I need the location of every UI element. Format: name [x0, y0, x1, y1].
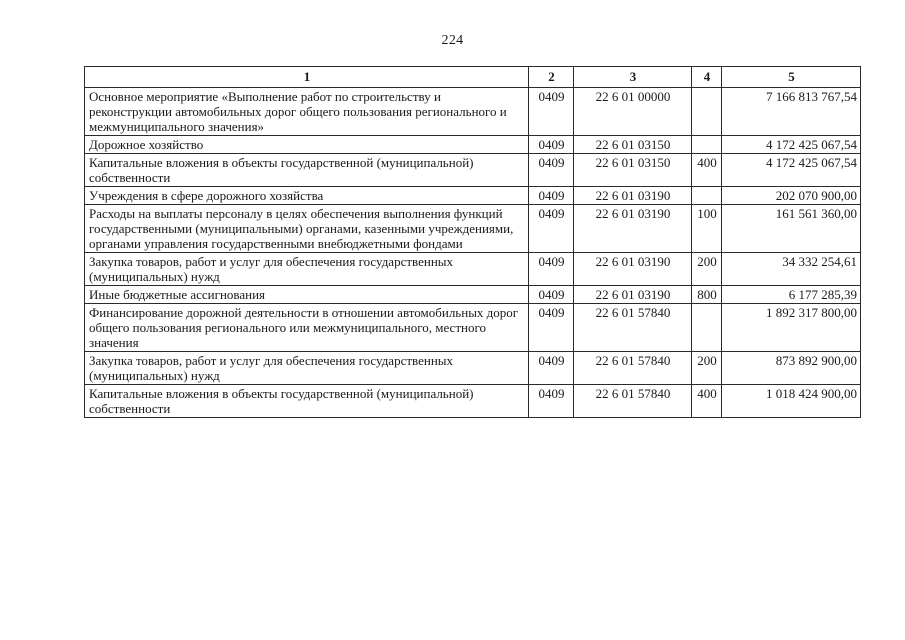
table-row [85, 304, 861, 352]
row-expense-type [692, 304, 722, 352]
row-expense-type: 400 [692, 154, 722, 187]
row-amount: 1 892 317 800,00 [722, 304, 861, 352]
row-target: 22 6 01 00000 [574, 88, 692, 136]
row-amount: 4 172 425 067,54 [722, 154, 861, 187]
header-col-amount: 5 [722, 67, 861, 88]
row-target: 22 6 01 03190 [574, 187, 692, 205]
page-number: 224 [441, 33, 464, 48]
row-name: Финансирование дорожной деятельности в отношении автомобильных дорог общего пользования регионального или межмуниципального, местного значения [85, 304, 529, 352]
row-section: 0409 [529, 205, 574, 253]
row-section: 0409 [529, 352, 574, 385]
budget-table [84, 66, 861, 418]
row-target: 22 6 01 03150 [574, 136, 692, 154]
row-amount: 202 070 900,00 [722, 187, 861, 205]
table-row [85, 352, 861, 385]
row-amount: 7 166 813 767,54 [722, 88, 861, 136]
row-name: Капитальные вложения в объекты государственной (муниципальной) собственности [85, 385, 529, 418]
row-section: 0409 [529, 136, 574, 154]
row-expense-type [692, 136, 722, 154]
table-row [85, 205, 861, 253]
row-name: Закупка товаров, работ и услуг для обеспечения государственных (муниципальных) нужд [85, 352, 529, 385]
row-name: Иные бюджетные ассигнования [85, 286, 529, 304]
table-row [85, 154, 861, 187]
row-section: 0409 [529, 286, 574, 304]
row-target: 22 6 01 57840 [574, 304, 692, 352]
row-section: 0409 [529, 88, 574, 136]
row-target: 22 6 01 03150 [574, 154, 692, 187]
row-amount: 873 892 900,00 [722, 352, 861, 385]
table-body [85, 88, 861, 418]
header-col-section: 2 [529, 67, 574, 88]
row-target: 22 6 01 03190 [574, 286, 692, 304]
row-expense-type: 100 [692, 205, 722, 253]
header-col-expense-type: 4 [692, 67, 722, 88]
header-col-name: 1 [85, 67, 529, 88]
row-name: Закупка товаров, работ и услуг для обеспечения государственных (муниципальных) нужд [85, 253, 529, 286]
row-name: Капитальные вложения в объекты государственной (муниципальной) собственности [85, 154, 529, 187]
row-expense-type: 200 [692, 253, 722, 286]
row-amount: 1 018 424 900,00 [722, 385, 861, 418]
row-expense-type: 400 [692, 385, 722, 418]
row-target: 22 6 01 57840 [574, 352, 692, 385]
row-expense-type: 800 [692, 286, 722, 304]
table-row [85, 88, 861, 136]
header-col-target: 3 [574, 67, 692, 88]
row-amount: 34 332 254,61 [722, 253, 861, 286]
row-target: 22 6 01 03190 [574, 253, 692, 286]
row-section: 0409 [529, 304, 574, 352]
row-expense-type [692, 88, 722, 136]
row-section: 0409 [529, 385, 574, 418]
header-row [85, 67, 861, 88]
row-amount: 161 561 360,00 [722, 205, 861, 253]
row-section: 0409 [529, 154, 574, 187]
row-section: 0409 [529, 187, 574, 205]
table-header [85, 67, 861, 88]
table-row [85, 136, 861, 154]
row-expense-type [692, 187, 722, 205]
table-row [85, 286, 861, 304]
row-name: Учреждения в сфере дорожного хозяйства [85, 187, 529, 205]
row-target: 22 6 01 57840 [574, 385, 692, 418]
row-section: 0409 [529, 253, 574, 286]
row-expense-type: 200 [692, 352, 722, 385]
row-amount: 4 172 425 067,54 [722, 136, 861, 154]
row-name: Основное мероприятие «Выполнение работ по строительству и реконструкции автомобильных дорог общего пользования регионального и межмуниципального значения» [85, 88, 529, 136]
row-amount: 6 177 285,39 [722, 286, 861, 304]
table-row [85, 385, 861, 418]
row-name: Дорожное хозяйство [85, 136, 529, 154]
row-target: 22 6 01 03190 [574, 205, 692, 253]
table-row [85, 253, 861, 286]
table-row [85, 187, 861, 205]
row-name: Расходы на выплаты персоналу в целях обеспечения выполнения функций государственными (муниципальными) органами, казенными учреждениями, органами управления государственными внебюджетными фондами [85, 205, 529, 253]
